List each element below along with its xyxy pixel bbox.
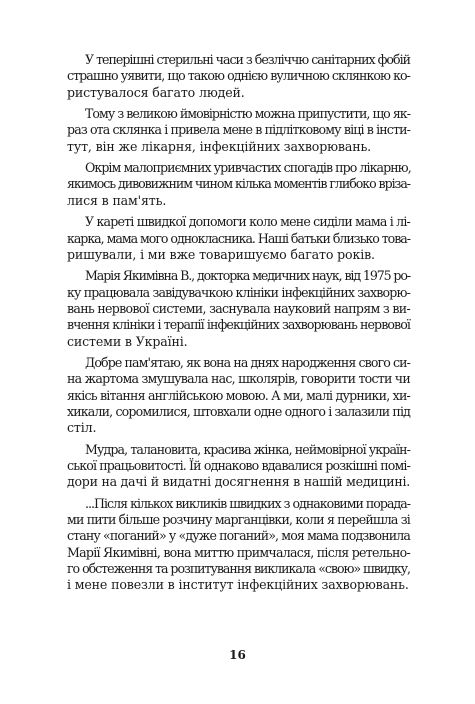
text-line: ристувалося багато людей. (67, 84, 245, 100)
paragraph (67, 355, 410, 436)
text-line: ришували, і ми вже товаришуємо багато років. (67, 246, 375, 262)
text-line: ку працювала завідувачкою клініки інфекційних захворю- (67, 284, 410, 300)
text-line: дори на дачі й видатні досягнення в нашій медицині. (67, 474, 410, 490)
text-line: Тому з великою ймовірністю можна припустити, що як- (85, 106, 410, 122)
paragraph (67, 496, 410, 594)
text-line: на жартома змушувала нас, школярів, говорити тости чи (67, 371, 410, 387)
text-line: У кареті швидкої допомоги коло мене сиділи мама і лі- (85, 214, 410, 230)
paragraph (67, 52, 410, 101)
text-line: го обстеження та розпитування викликала «свою» швидку, (67, 560, 411, 576)
paragraph (67, 106, 410, 155)
text-line: і мене повезли в інститут інфекційних захворювань. (67, 577, 409, 593)
paragraph (67, 160, 410, 209)
text-line: стіл. (67, 420, 97, 436)
text-line: ської працьовитості. Їй однаково вдавалися розкішні помі- (67, 457, 410, 473)
text-line: лися в пам'ять. (67, 192, 167, 208)
text-line: раз ота склянка і привела мене в підлітковому віці в інсти- (67, 122, 411, 138)
text-line: Добре пам'ятаю, як вона на днях народження свого си- (85, 354, 411, 370)
body-text (67, 52, 410, 594)
text-line: Марії Якимівні, вона миттю примчалася, після ретельно- (67, 544, 411, 560)
text-line: системи в Україні. (67, 333, 188, 349)
text-line: якимось дивовижним чином кілька моментів глибоко вріза- (67, 176, 411, 192)
text-line: стану «поганий» у «дуже поганий», моя мама подзвонила (67, 528, 411, 544)
text-line: ...Після кількох викликів швидких з однаковими порада- (85, 495, 410, 511)
text-line: вань нервової системи, заснувала науковий напрям з ви- (67, 300, 410, 316)
text-line: Окрім малоприємних уривчастих спогадів про лікарню, (85, 160, 411, 176)
text-line: вчення клініки і терапії інфекційних захворювань нервової (67, 317, 411, 333)
text-line: тут, він же лікарня, інфекційних захворювань. (67, 138, 372, 154)
text-line: страшно уявити, що такою однією вуличною склянкою ко- (67, 68, 410, 84)
text-line: карка, мама мого однокласника. Наші батьки близько това- (67, 230, 410, 246)
text-line: Марія Якимівна В., докторка медичних наук, від 1975 ро- (85, 268, 411, 284)
paragraph (67, 442, 410, 491)
text-line: У теперішні стерильні часи з безліччю санітарних фобій (85, 52, 410, 67)
paragraph (67, 268, 410, 349)
text-line: хикали, соромилися, штовхали одне одного і залазили під (67, 403, 411, 419)
text-line: якісь вітання англійською мовою. А ми, малі дурники, хи- (67, 387, 411, 403)
paragraph (67, 214, 410, 263)
text-line: ми пити більше розчину марганцівки, коли я перейшла зі (67, 512, 411, 528)
text-line: Мудра, талановита, красива жінка, неймовірної україн- (85, 441, 411, 457)
page-number: 16 (229, 648, 246, 662)
